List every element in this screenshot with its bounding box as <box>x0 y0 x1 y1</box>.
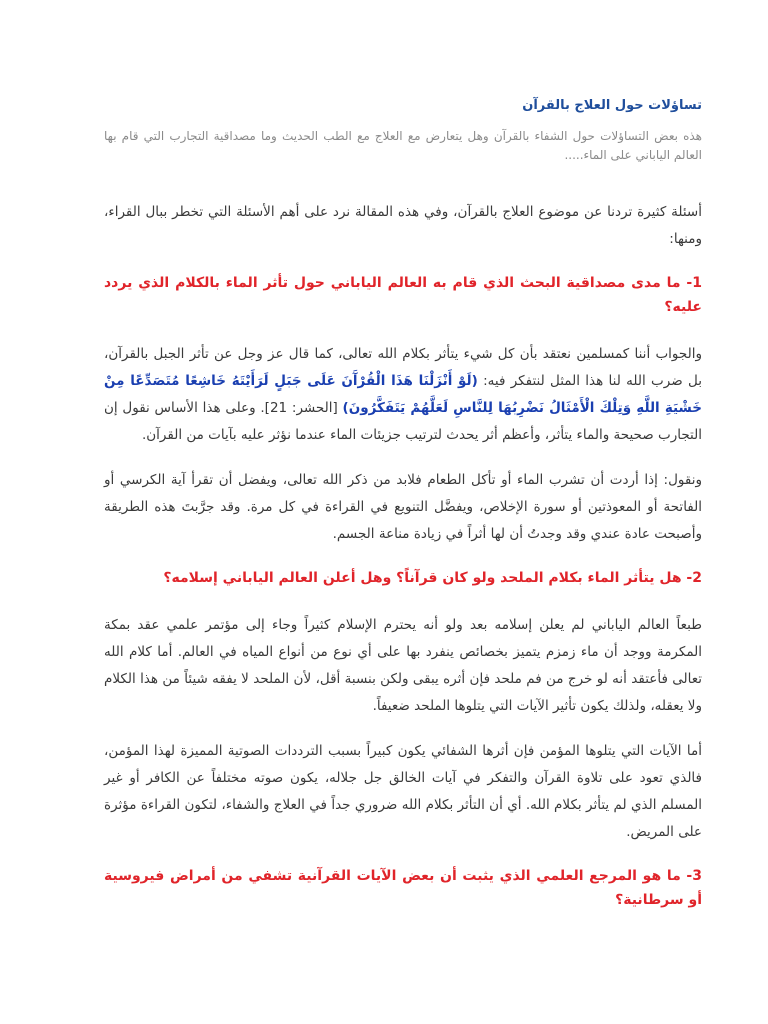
quran-verse: (لَوْ أَنْزَلْنَا هَذَا الْقُرْآَنَ عَلَى جَبَلٍ لَرَأَيْتَهُ خَاشِعًا مُتَصَدِّعًا مِنْ خَشْيَةِ اللَّهِ وَتِلْكَ الْأَمْثَالُ نَضْرِبُهَا لِلنَّاسِ لَعَلَّهُمْ يَتَفَكَّرُونَ) <box>104 373 703 416</box>
question-1: 1- ما مدى مصداقية البحث الذي قام به العالم الياباني حول تأثر الماء بالكلام الذي يردد عليه؟ <box>104 275 702 315</box>
paragraph-advice: ونقول: إذا أردت أن تشرب الماء أو تأكل الطعام فلابد من ذكر الله تعالى، ويفضل أن تقرأ آية الكرسي أو الفاتحة أو المعوذتين أو سورة الإخلاص، ويفضَّل التنويع في القراءة في كل مرة. وقد جرَّبتَ هذه الطريقة وأصبحت عادة عندي وقد وجدتُ أن لها أثراً في زيادة مناعة الجسم. <box>104 472 702 542</box>
answer-1-lead: والجواب أننا كمسلمين نعتقد بأن كل شيء يتأثر بكلام الله تعالى، كما قال عز وجل عن تأثر الجبل بالقرآن، بل ضرب الله لنا هذا المثل لنتفكر فيه: <box>104 346 702 389</box>
answer-1 <box>104 341 702 449</box>
paragraph-intro: أسئلة كثيرة تردنا عن موضوع العلاج بالقرآن، وفي هذه المقالة نرد على أهم الأسئلة التي تخطر ببال القراء، ومنها: <box>104 204 702 247</box>
intro-summary: هذه بعض التساؤلات حول الشفاء بالقرآن وهل يتعارض مع العلاج مع الطب الحديث وما مصداقية التجارب التي قام بها العالم الياباني على الماء..... <box>104 129 702 162</box>
verse-reference: [الحشر: 21]. وعلى هذا الأساس نقول إن التجارب صحيحة والماء يتأثر، وأعظم أثر يحدث لترتيب جزيئات الماء عندما نؤثر عليه بآيات من القرآن. <box>104 400 702 443</box>
question-2: 2- هل يتأثر الماء بكلام الملحد ولو كان قرآناً؟ وهل أعلن العالم الياباني إسلامه؟ <box>163 570 702 586</box>
page-title: تساؤلات حول العلاج بالقرآن <box>522 98 702 113</box>
answer-2-part-2: أما الآيات التي يتلوها المؤمن فإن أثرها الشفائي يكون كبيراً بسبب الترددات الصوتية المميزة لهذا المؤمن، فالذي تعود على تلاوة القرآن والتفكر في آيات الخالق جل جلاله، يكون صوته مختلفاً عن الكافر أو غير المسلم الذي لم يتأثر بكلام الله. أي أن التأثر بكلام الله ضروري جداً في العلاج والشفاء، لتكون القراءة مؤثرة على المريض. <box>104 743 702 840</box>
question-3: 3- ما هو المرجع العلمي الذي يثبت أن بعض الآيات القرآنية تشفي من أمراض فيروسية أو سرطانية؟ <box>104 868 702 908</box>
answer-2-part-1: طبعاً العالم الياباني لم يعلن إسلامه بعد ولو أنه يحترم الإسلام كثيراً وجاء إلى مؤتمر علمي عقد بمكة المكرمة ووجد أن ماء زمزم يتميز بخصائص ينفرد بها على أي نوع من أنواع المياه في العالم. أما كلام الله تعالى فأعتقد أنه لو خرج من فم ملحد فإن أثره يبقى ولكن بنسبة أقل، لأن الملحد لا يفقه شيئاً من هذا الكلام ولا يعقله، ولذلك يكون تأثير الآيات التي يتلوها الملحد ضعيفاً. <box>104 617 702 714</box>
